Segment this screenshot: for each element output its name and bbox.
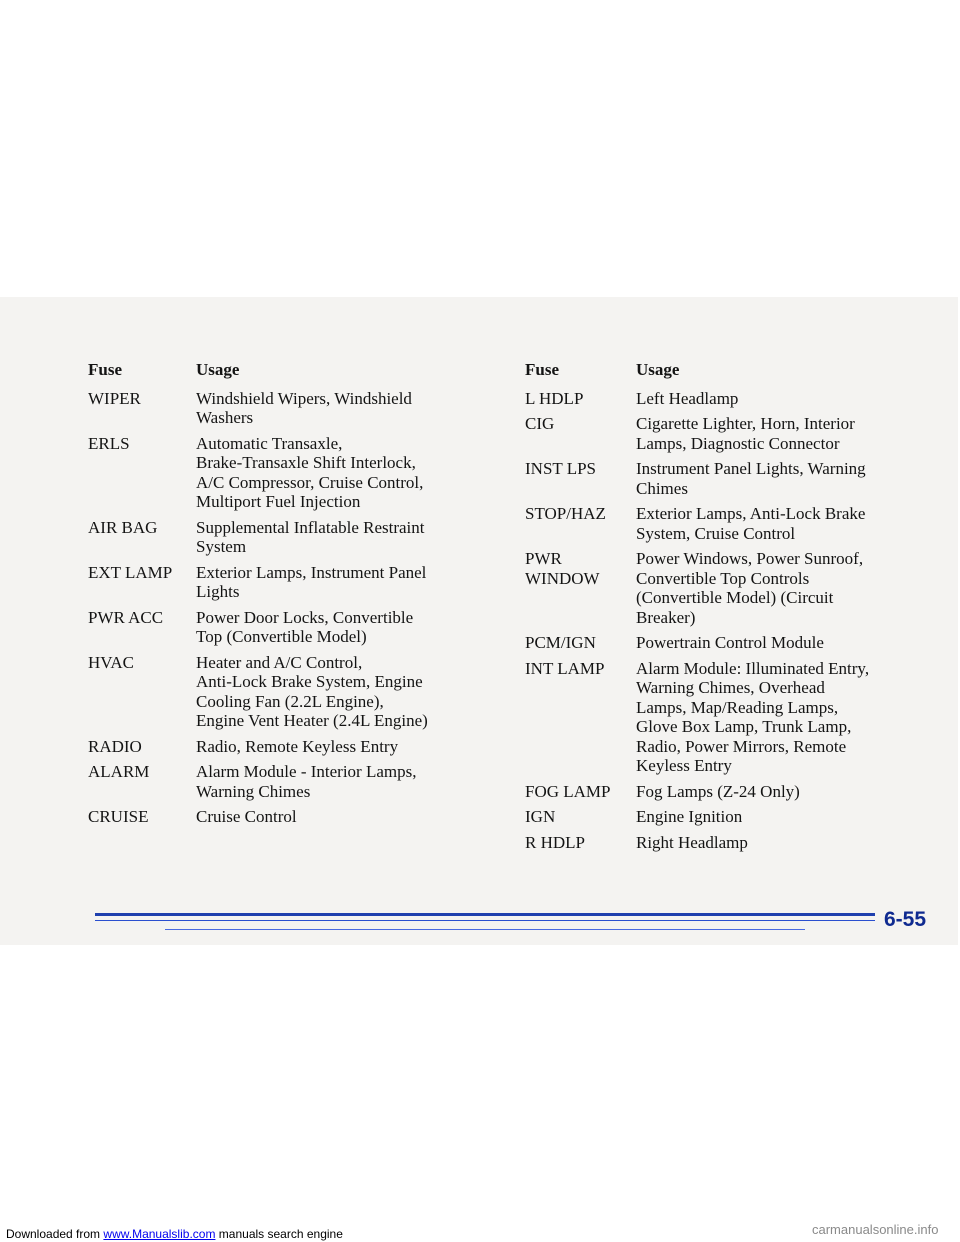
fuse-usage: Supplemental Inflatable Restraint System	[196, 517, 425, 556]
fuse-usage: Exterior Lamps, Instrument Panel Lights	[196, 562, 427, 601]
fuse-usage: Engine Ignition	[636, 807, 743, 826]
table-row	[88, 762, 488, 801]
fuse-name: EXT LAMP	[88, 562, 173, 582]
usage-column-header: Usage	[636, 360, 680, 379]
fuse-usage: Power Windows, Power Sunroof, Convertible Top Controls (Convertible Model) (Circuit Breaker)	[636, 549, 864, 627]
fuse-name: CIG	[525, 414, 555, 433]
fuse-name: R HDLP	[525, 832, 585, 852]
fuse-name: STOP/HAZ	[525, 504, 606, 523]
fuse-column-header: Fuse	[525, 360, 559, 379]
watermark: carmanualsonline.info	[812, 1222, 939, 1237]
fuse-usage: Instrument Panel Lights, Warning Chimes	[636, 459, 866, 498]
fuse-usage: Automatic Transaxle, Brake-Transaxle Shift Interlock, A/C Compressor, Cruise Control, Multiport Fuel Injection	[196, 433, 424, 511]
footer-prefix: Downloaded from	[6, 1227, 101, 1241]
fuse-usage: Exterior Lamps, Anti-Lock Brake System, Cruise Control	[636, 504, 866, 543]
fuse-name: RADIO	[88, 736, 142, 756]
fuse-usage: Cruise Control	[196, 807, 297, 826]
table-row	[88, 389, 488, 428]
fuse-usage: Powertrain Control Module	[636, 633, 824, 652]
fuse-name: L HDLP	[525, 388, 584, 408]
fuse-name: HVAC	[88, 652, 134, 672]
fuse-usage: Alarm Module: Illuminated Entry, Warning Chimes, Overhead Lamps, Map/Reading Lamps, Glove Box Lamp, Trunk Lamp, Radio, Power Mirrors, Remote Keyless Entry	[636, 658, 870, 775]
fuse-name: ERLS	[88, 433, 130, 453]
table-row	[88, 563, 488, 602]
table-row	[525, 807, 945, 827]
manualslib-link[interactable]: www.Manualslib.com	[103, 1227, 216, 1241]
table-row	[88, 434, 488, 512]
fuse-usage: Radio, Remote Keyless Entry	[196, 736, 399, 756]
fuse-usage: Left Headlamp	[636, 388, 739, 408]
table-row	[88, 608, 488, 647]
table-row	[525, 504, 945, 543]
fuse-usage: Power Door Locks, Convertible Top (Convertible Model)	[196, 607, 414, 646]
table-row	[525, 459, 945, 498]
fuse-table-left	[88, 360, 488, 833]
fuse-usage: Fog Lamps (Z-24 Only)	[636, 781, 800, 801]
table-row	[525, 659, 945, 776]
usage-column-header: Usage	[196, 360, 240, 379]
fuse-usage: Alarm Module - Interior Lamps, Warning Chimes	[196, 762, 417, 801]
fuse-name: INT LAMP	[525, 658, 605, 678]
table-header	[88, 360, 488, 380]
fuse-column-header: Fuse	[88, 360, 122, 379]
table-row	[88, 653, 488, 731]
fuse-table-right	[525, 360, 945, 858]
table-row	[88, 737, 488, 757]
fuse-name: PWR WINDOW	[525, 549, 600, 588]
fuse-name: ALARM	[88, 762, 150, 781]
fuse-usage: Heater and A/C Control, Anti-Lock Brake System, Engine Cooling Fan (2.2L Engine), Engine Vent Heater (2.4L Engine)	[196, 652, 428, 730]
table-row	[88, 518, 488, 557]
table-row	[525, 833, 945, 853]
footer-rule	[95, 903, 875, 943]
page-number: 6-55	[884, 908, 927, 931]
fuse-name: IGN	[525, 807, 556, 826]
fuse-name: AIR BAG	[88, 517, 158, 537]
table-row	[525, 414, 945, 453]
table-row	[88, 807, 488, 827]
table-row	[525, 782, 945, 802]
fuse-name: WIPER	[88, 388, 141, 408]
fuse-usage: Cigarette Lighter, Horn, Interior Lamps, Diagnostic Connector	[636, 414, 855, 453]
table-row	[525, 549, 945, 627]
fuse-name: INST LPS	[525, 459, 597, 478]
fuse-name: PWR ACC	[88, 607, 164, 627]
table-row	[525, 389, 945, 409]
fuse-name: CRUISE	[88, 807, 149, 826]
fuse-name: FOG LAMP	[525, 781, 611, 801]
fuse-usage: Windshield Wipers, Windshield Washers	[196, 388, 412, 427]
download-footer	[6, 1227, 343, 1241]
fuse-usage: Right Headlamp	[636, 832, 748, 852]
table-row	[525, 633, 945, 653]
footer-suffix: manuals search engine	[218, 1227, 343, 1241]
table-header	[525, 360, 945, 380]
fuse-name: PCM/IGN	[525, 633, 596, 652]
